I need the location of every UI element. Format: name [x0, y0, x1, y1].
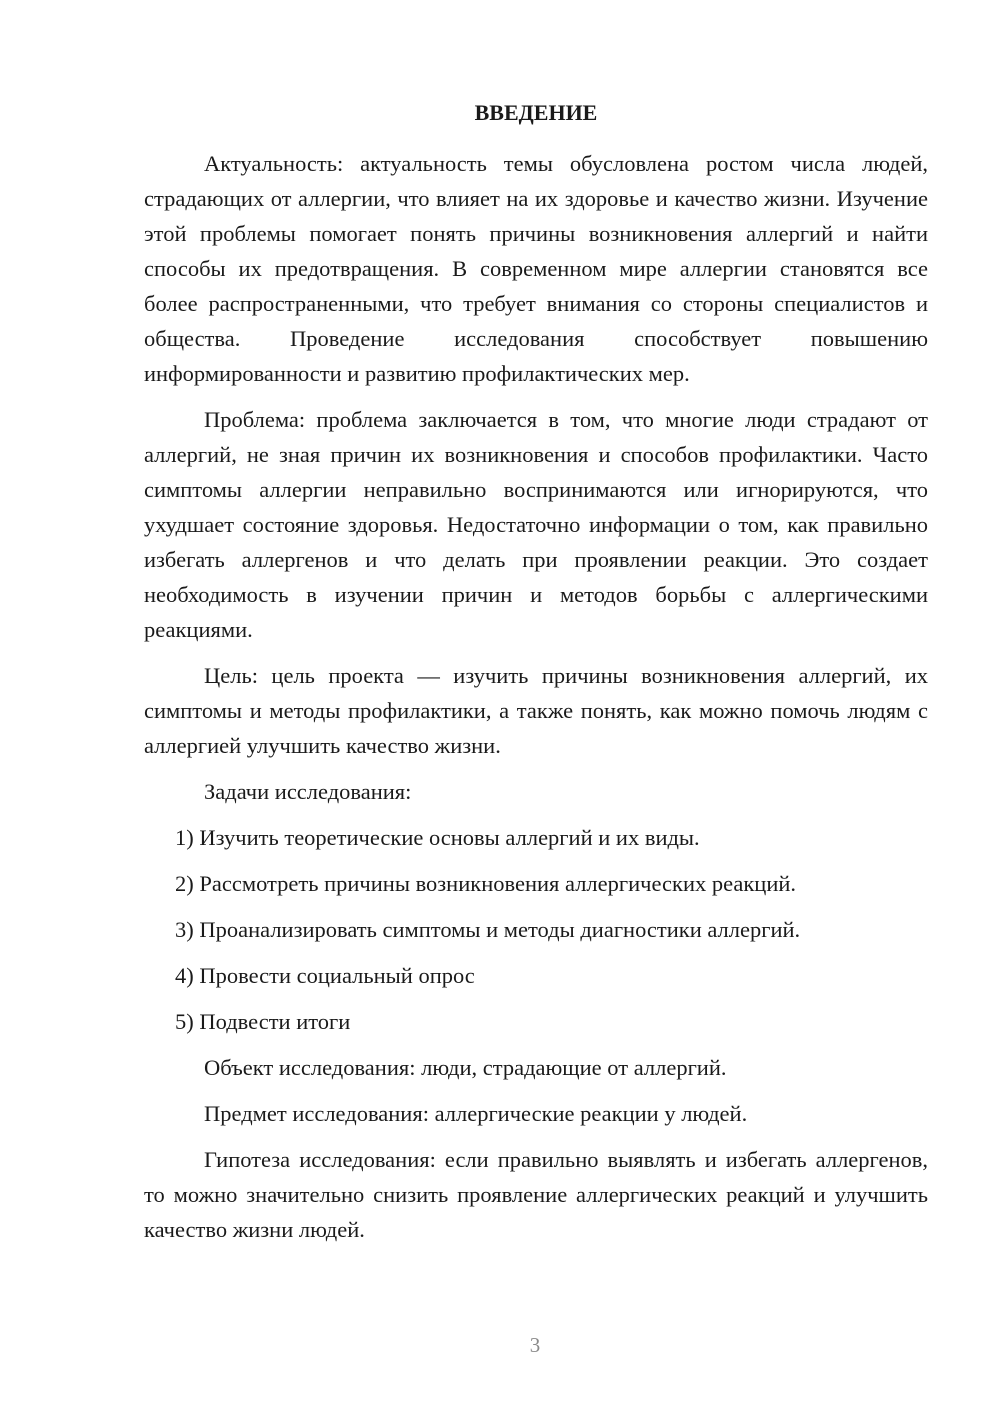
hypothesis-paragraph: Гипотеза исследования: если правильно выявлять и избегать аллергенов, то можно значительно снизить проявление аллергических реакций и улучшить качество жизни людей.	[144, 1147, 928, 1242]
tasks-list	[144, 820, 928, 1039]
document-page	[144, 95, 928, 1258]
task-item: 1) Изучить теоретические основы аллергий и их виды.	[175, 825, 700, 850]
task-item: 2) Рассмотреть причины возникновения аллергических реакций.	[175, 871, 797, 896]
goal-paragraph: Цель: цель проекта — изучить причины возникновения аллергий, их симптомы и методы профилактики, а также понять, как можно помочь людям с аллергией улучшить качество жизни.	[144, 663, 928, 758]
task-item: 3) Проанализировать симптомы и методы диагностики аллергий.	[175, 917, 801, 942]
page-number: 3	[529, 1333, 541, 1357]
task-item: 5) Подвести итоги	[175, 1009, 351, 1034]
object-paragraph: Объект исследования: люди, страдающие от аллергий.	[204, 1055, 727, 1080]
section-heading: ВВЕДЕНИЕ	[474, 100, 598, 125]
subject-paragraph: Предмет исследования: аллергические реакции у людей.	[204, 1101, 748, 1126]
task-item: 4) Провести социальный опрос	[175, 963, 475, 988]
problem-paragraph: Проблема: проблема заключается в том, что многие люди страдают от аллергий, не зная причин их возникновения и способов профилактики. Часто симптомы аллергии неправильно воспринимаются или игнорируются, что ухудшает состояние здоровья. Недостаточно информации о том, как правильно избегать аллергенов и что делать при проявлении реакции. Это создает необходимость в изучении причин и методов борьбы с аллергическими реакциями.	[144, 407, 928, 642]
relevance-paragraph: Актуальность: актуальность темы обусловлена ростом числа людей, страдающих от аллергии, что влияет на их здоровье и качество жизни. Изучение этой проблемы помогает понять причины возникновения аллергий и найти способы их предотвращения. В современном мире аллергии становятся все более распространенными, что требует внимания со стороны специалистов и общества. Проведение исследования способствует повышению информированности и развитию профилактических мер.	[144, 151, 928, 386]
tasks-title: Задачи исследования:	[204, 779, 412, 804]
